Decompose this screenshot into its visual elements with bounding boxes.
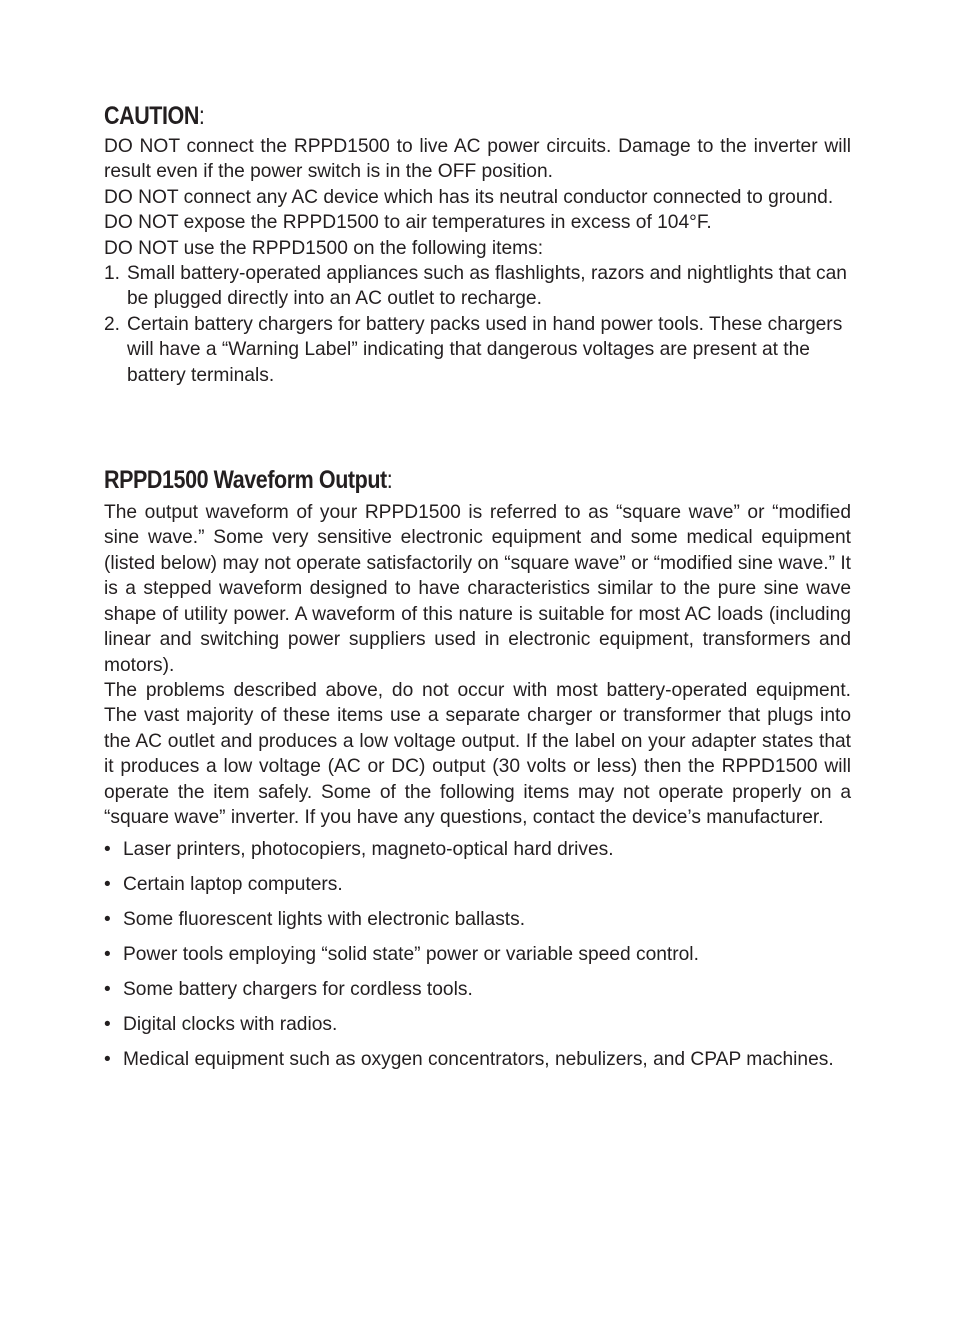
caution-line-1: DO NOT connect the RPPD1500 to live AC power circuits. Damage to the inverter will result even if the power switch is in the OFF position. xyxy=(104,136,851,183)
caution-line-2: DO NOT connect any AC device which has its neutral conductor connected to ground. xyxy=(104,186,834,208)
list-item-text: Laser printers, photocopiers, magneto-optical hard drives. xyxy=(123,839,614,861)
waveform-colon: : xyxy=(386,466,393,495)
list-item xyxy=(104,906,851,934)
bullet-icon: • xyxy=(104,874,111,896)
list-item xyxy=(104,1046,851,1074)
list-item xyxy=(104,1011,851,1039)
caution-title: CAUTION xyxy=(104,102,199,130)
caution-item-text: Certain battery chargers for battery packs used in hand power tools. These chargers will have a “Warning Label” indicating that dangerous voltages are present at the battery terminals. xyxy=(127,313,843,386)
caution-item-number: 1. xyxy=(104,263,121,285)
caution-item xyxy=(104,312,851,388)
bullet-icon: • xyxy=(104,1049,111,1071)
caution-item-text: Small battery-operated appliances such as flashlights, razors and nightlights that can be plugged directly into an AC outlet to recharge. xyxy=(127,263,847,310)
list-item xyxy=(104,941,851,969)
list-item-text: Some battery chargers for cordless tools. xyxy=(123,979,473,1001)
bullet-icon: • xyxy=(104,839,111,861)
list-item-text: Medical equipment such as oxygen concentrators, nebulizers, and CPAP machines. xyxy=(123,1049,834,1071)
waveform-title: RPPD1500 Waveform Output xyxy=(104,466,387,495)
waveform-paragraph-1: The output waveform of your RPPD1500 is referred to as “square wave” or “modified sine wave.” Some very sensitive electronic equipment and some medical equipment (listed below) may not operate satisfactorily on “square wave” or “modified sine wave.” It is a stepped waveform designed to have characteristics similar to the pure sine wave shape of utility power. A waveform of this nature is suitable for most AC loads (including linear and switching power suppliers used in electronic equipment, transformers and motors). xyxy=(104,502,851,676)
document-page xyxy=(104,100,851,1081)
caution-heading xyxy=(104,100,746,132)
waveform-heading xyxy=(104,464,746,496)
list-item xyxy=(104,871,851,899)
waveform-paragraph-2: The problems described above, do not occur with most battery-operated equipment. The vast majority of these items use a separate charger or transformer that plugs into the AC outlet and produces a low voltage output. If the label on your adapter states that it produces a low voltage (AC or DC) output (30 volts or less) then the RPPD1500 will operate the item safely. Some of the following items may not operate properly on a “square wave” inverter. If you have any questions, contact the device’s manufacturer. xyxy=(104,679,851,828)
list-item xyxy=(104,976,851,1004)
bullet-icon: • xyxy=(104,944,111,966)
list-item-text: Digital clocks with radios. xyxy=(123,1014,338,1036)
caution-item-number: 2. xyxy=(104,313,121,335)
caution-colon: : xyxy=(198,102,205,130)
bullet-icon: • xyxy=(104,909,111,931)
list-item xyxy=(104,836,851,864)
caution-line-3: DO NOT expose the RPPD1500 to air temperatures in excess of 104°F. xyxy=(104,212,712,234)
caution-item-list xyxy=(104,261,851,388)
caution-line-4: DO NOT use the RPPD1500 on the following items: xyxy=(104,237,544,259)
list-item-text: Certain laptop computers. xyxy=(123,874,343,896)
equipment-bullet-list xyxy=(104,836,851,1074)
caution-item xyxy=(104,261,851,312)
bullet-icon: • xyxy=(104,1014,111,1036)
list-item-text: Some fluorescent lights with electronic ballasts. xyxy=(123,909,526,931)
bullet-icon: • xyxy=(104,979,111,1001)
list-item-text: Power tools employing “solid state” power or variable speed control. xyxy=(123,944,699,966)
